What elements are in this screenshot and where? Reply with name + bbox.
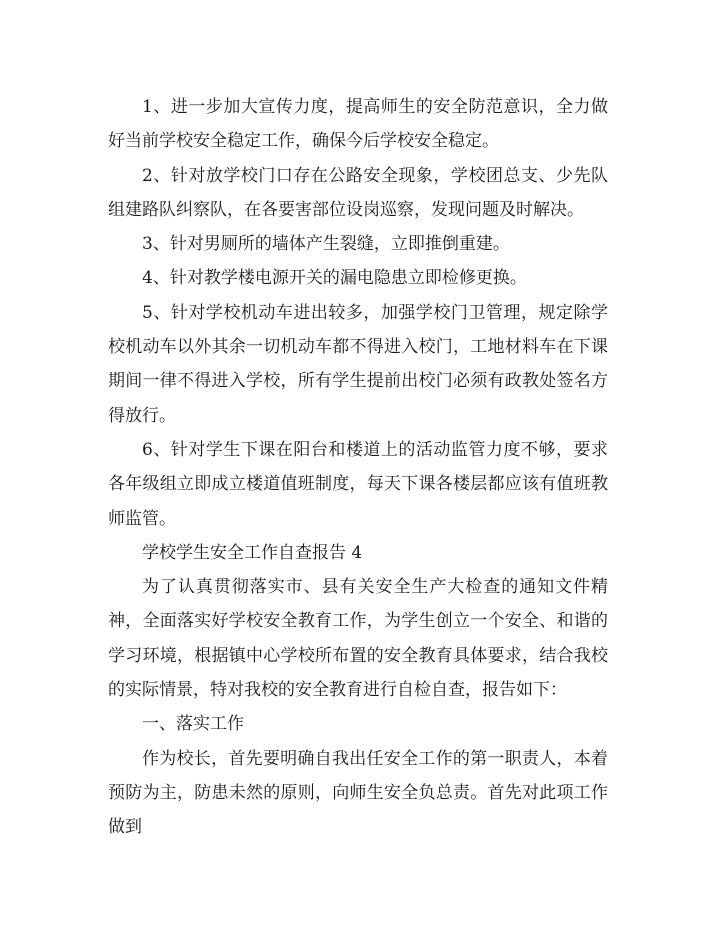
section-paragraph: 作为校长，首先要明确自我出任安全工作的第一职责人，本着预防为主，防患未然的原则，向师生安全负总责。首先对此项工作做到 (108, 748, 608, 838)
section-heading: 一、落实工作 (142, 714, 244, 735)
intro-paragraph: 为了认真贯彻落实市、县有关安全生产大检查的通知文件精神，全面落实好学校安全教育工作，为学生创立一个安全、和谐的学习环境，根据镇中心学校所布置的安全教育具体要求，结合我校的实际情景，特对我校的安全教育进行自检自查，报告如下： (108, 577, 608, 701)
report-title: 学校学生安全工作自查报告 4 (142, 542, 363, 563)
measure-item-4: 4、针对教学楼电源开关的漏电隐患立即检修更换。 (142, 268, 527, 289)
measure-item-5: 5、针对学校机动车进出较多，加强学校门卫管理，规定除学校机动车以外其余一切机动车都不得进入校门，工地材料车在下课期间一律不得进入学校，所有学生提前出校门必须有政教处签名方得放行。 (108, 302, 608, 426)
measure-item-1: 1、进一步加大宣传力度，提高师生的安全防范意识，全力做好当前学校安全稳定工作，确保今后学校安全稳定。 (108, 97, 608, 152)
measure-item-3: 3、针对男厕所的墙体产生裂缝，立即推倒重建。 (142, 234, 510, 255)
measure-item-2: 2、针对放学校门口存在公路安全现象，学校团总支、少先队组建路队纠察队，在各要害部位设岗巡察，发现问题及时解决。 (108, 165, 608, 220)
document-body (108, 90, 608, 845)
measure-item-6: 6、针对学生下课在阳台和楼道上的活动监管力度不够，要求各年级组立即成立楼道值班制度，每天下课各楼层都应该有值班教师监管。 (108, 439, 608, 529)
